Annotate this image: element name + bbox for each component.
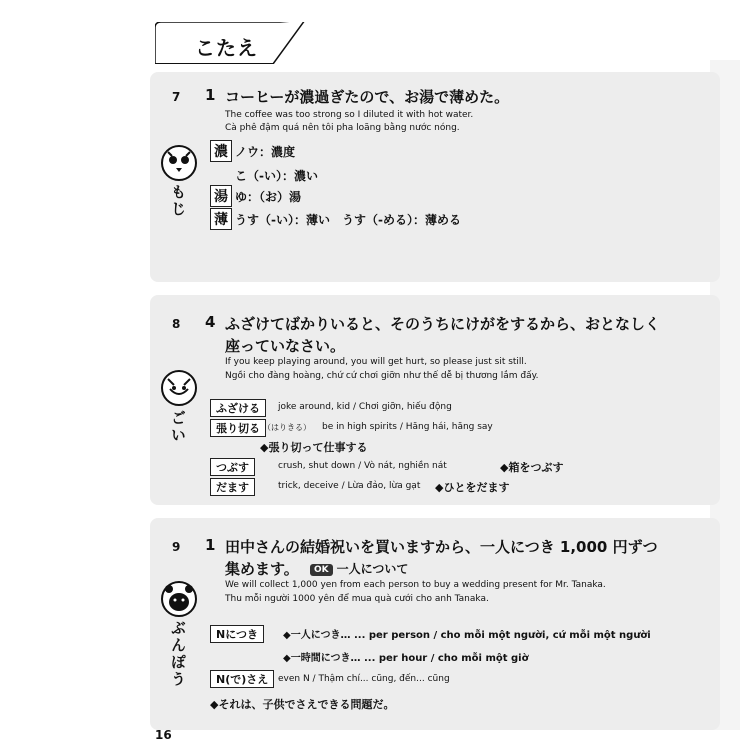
vietnamese-translation: Cà phê đậm quá nên tôi pha loãng bằng nước nóng. [225, 123, 460, 133]
grammar-final-example: ◆それは、子供でさえできる問題だ。 [210, 698, 395, 711]
vocab-example: ◆張り切って仕事する [260, 441, 368, 454]
vocab-term: つぶす [210, 458, 255, 476]
category-label: もじ [169, 184, 187, 218]
ok-badge: OK [310, 564, 333, 576]
kanji-box: 濃 [210, 140, 232, 162]
english-translation: We will collect 1,000 yen from each person to buy a wedding present for Mr. Tanaka. [225, 580, 606, 590]
answer-number: 4 [205, 313, 216, 331]
kanji-reading: こ（-い）：濃い [235, 169, 318, 183]
vocab-meaning: crush, shut down / Vò nát, nghiền nát [278, 461, 447, 471]
question-7-panel [150, 72, 720, 282]
vocab-meaning: joke around, kid / Chơi giỡn, hiếu động [278, 402, 452, 412]
answer-number: 1 [205, 536, 216, 554]
question-number: 9 [172, 540, 181, 554]
page-title: こたえ [195, 36, 258, 60]
question-9-panel [150, 518, 720, 730]
kanji-box: 薄 [210, 208, 232, 230]
question-number: 8 [172, 317, 181, 331]
grammar-example: ◆一人につき… ... per person / cho mỗi một người, cứ mỗi một người [283, 630, 651, 641]
ok-alternative [310, 560, 408, 577]
kanji-reading: ゆ：（お）湯 [235, 190, 302, 204]
vocab-meaning: be in high spirits / Hăng hái, hăng say [322, 422, 493, 432]
kanji-reading: ノウ：濃度 [235, 145, 296, 159]
bear-icon [160, 580, 198, 618]
vietnamese-translation: Thu mỗi người 1000 yên để mua quà cưới cho anh Tanaka. [225, 594, 489, 604]
question-sentence-line-2: 座っていなさい。 [225, 337, 346, 355]
category-label: ごい [169, 410, 187, 444]
ok-text: 一人について [336, 562, 409, 576]
question-sentence-line-2: 集めます。 [225, 560, 299, 578]
header-tab [155, 22, 305, 64]
answer-number: 1 [205, 86, 216, 104]
vocab-meaning: trick, deceive / Lừa đảo, lừa gạt [278, 481, 421, 491]
grammar-term: N(で)さえ [210, 670, 274, 688]
question-sentence-line-1: 田中さんの結婚祝いを買いますから、一人につき 1,000 円ずつ [225, 538, 658, 556]
vietnamese-translation: Ngồi cho đàng hoàng, chứ cứ chơi giỡn như thế dễ bị thương lắm đấy. [225, 371, 539, 381]
page-number: 16 [155, 728, 172, 742]
question-8-panel [150, 295, 720, 505]
fox-icon [160, 369, 198, 407]
vocab-term: 張り切る [210, 419, 266, 437]
grammar-example: ◆一時間につき… ... per hour / cho mỗi một giờ [283, 653, 529, 664]
question-number: 7 [172, 90, 181, 104]
english-translation: The coffee was too strong so I diluted it with hot water. [225, 110, 474, 120]
question-sentence: コーヒーが濃過ぎたので、お湯で薄めた。 [225, 88, 510, 106]
grammar-term: Nにつき [210, 625, 264, 643]
question-sentence-line-1: ふざけてばかりいると、そのうちにけがをするから、おとなしく [225, 315, 661, 333]
kanji-box: 湯 [210, 185, 232, 207]
vocab-term: だます [210, 478, 255, 496]
kanji-reading: うす（-い）：薄い うす（-める）：薄める [235, 213, 461, 227]
vocab-example: ◆ひとをだます [435, 481, 510, 494]
category-label: ぶんぽう [169, 620, 187, 688]
vocab-reading: （はりきる） [263, 423, 311, 432]
vocab-example: ◆箱をつぶす [500, 461, 564, 474]
vocab-term: ふざける [210, 399, 266, 417]
grammar-meaning: even N / Thậm chí... cũng, đến... cũng [278, 674, 450, 684]
english-translation: If you keep playing around, you will get hurt, so please just sit still. [225, 357, 527, 367]
owl-icon [160, 144, 198, 182]
